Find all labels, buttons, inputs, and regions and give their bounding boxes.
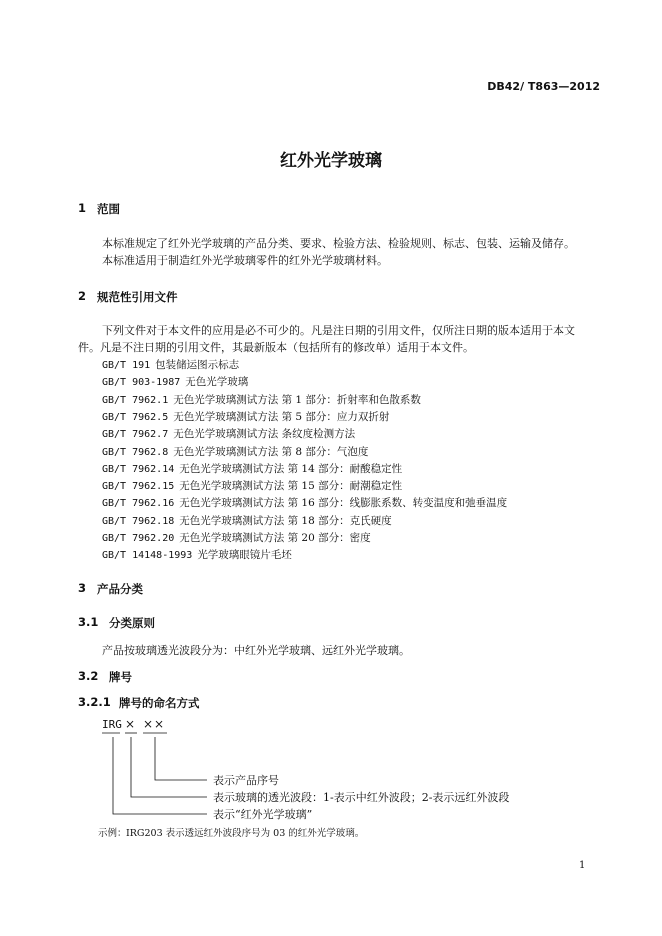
subsection-3-2-1-heading: 牌号的命名方式 bbox=[119, 696, 200, 710]
standard-number: DB42/ T863—2012 bbox=[487, 80, 600, 93]
reference-title: 无色光学玻璃测试方法 第 5 部分：应力双折射 bbox=[173, 410, 390, 423]
reference-title: 无色光学玻璃测试方法 第 14 部分：耐酸稳定性 bbox=[179, 462, 403, 475]
section-1-heading: 范围 bbox=[97, 202, 120, 216]
page-title: 红外光学玻璃 bbox=[280, 151, 382, 171]
reference-code: GB/T 14148-1993 bbox=[102, 550, 193, 562]
reference-title: 无色光学玻璃测试方法 第 16 部分：线膨胀系数、转变温度和弛垂温度 bbox=[179, 497, 508, 510]
reference-title: 无色光学玻璃测试方法 第 15 部分：耐潮稳定性 bbox=[179, 480, 403, 493]
brand-symbol-2: ×× bbox=[143, 717, 166, 731]
reference-code: GB/T 7962.15 bbox=[102, 481, 175, 493]
reference-code: GB/T 7962.7 bbox=[102, 429, 169, 441]
subsection-3-2-1-number: 3.2.1 bbox=[78, 695, 111, 709]
reference-code: GB/T 7962.20 bbox=[102, 533, 175, 544]
section-3-heading: 产品分类 bbox=[97, 582, 143, 596]
reference-title: 包装储运图示标志 bbox=[155, 359, 240, 371]
subsection-3-2-number: 3.2 bbox=[78, 669, 99, 683]
leader-glass bbox=[113, 737, 207, 814]
reference-code: GB/T 903-1987 bbox=[102, 377, 181, 389]
reference-title: 无色光学玻璃测试方法 第 1 部分：折射率和色散系数 bbox=[173, 393, 421, 406]
reference-code: GB/T 7962.1 bbox=[102, 394, 169, 406]
label-glass: 表示“红外光学玻璃” bbox=[213, 808, 313, 821]
subsection-3-1-number: 3.1 bbox=[78, 615, 99, 629]
section-2-para-line-1: 下列文件对于本文件的应用是必不可少的。凡是注日期的引用文件，仅所注日期的版本适用于本文 bbox=[102, 324, 575, 337]
brand-symbol-1: × bbox=[125, 717, 136, 731]
leader-band bbox=[131, 737, 207, 797]
subsection-3-2-heading: 牌号 bbox=[109, 670, 132, 684]
reference-code: GB/T 7962.18 bbox=[102, 515, 175, 527]
section-3-number: 3 bbox=[78, 581, 87, 595]
reference-code: GB/T 191 bbox=[102, 360, 151, 371]
reference-code: GB/T 7962.5 bbox=[102, 411, 169, 423]
example-text: IRG203 表示透远红外波段序号为 03 的红外光学玻璃。 bbox=[126, 828, 365, 839]
subsection-3-1-para: 产品按玻璃透光波段分为：中红外光学玻璃、远红外光学玻璃。 bbox=[102, 644, 410, 657]
example-label: 示例： bbox=[98, 828, 127, 839]
section-1-para-2: 本标准适用于制造红外光学玻璃零件的红外光学玻璃材料。 bbox=[102, 254, 388, 267]
reference-code: GB/T 7962.8 bbox=[102, 446, 169, 458]
brand-prefix: IRG bbox=[102, 718, 122, 731]
reference-title: 无色光学玻璃测试方法 第 20 部分：密度 bbox=[179, 532, 371, 544]
label-product-seq: 表示产品序号 bbox=[213, 774, 279, 787]
section-1-para-1: 本标准规定了红外光学玻璃的产品分类、要求、检验方法、检验规则、标志、包装、运输及储存。 bbox=[102, 237, 575, 250]
reference-title: 无色光学玻璃测试方法 第 18 部分：克氏硬度 bbox=[179, 514, 392, 527]
reference-title: 无色光学玻璃测试方法 第 8 部分：气泡度 bbox=[173, 445, 369, 458]
page-number: 1 bbox=[579, 860, 586, 871]
section-2-para-line-2: 件。凡是不注日期的引用文件，其最新版本（包括所有的修改单）适用于本文件。 bbox=[78, 341, 474, 354]
reference-title: 无色光学玻璃测试方法 条纹度检测方法 bbox=[173, 428, 356, 441]
section-1-number: 1 bbox=[78, 201, 87, 215]
reference-code: GB/T 7962.14 bbox=[102, 463, 175, 475]
reference-code: GB/T 7962.16 bbox=[102, 498, 175, 510]
subsection-3-1-heading: 分类原则 bbox=[109, 616, 155, 630]
reference-title: 光学玻璃眼镜片毛坯 bbox=[197, 549, 292, 562]
reference-title: 无色光学玻璃 bbox=[185, 376, 249, 389]
label-band: 表示玻璃的透光波段：1-表示中红外波段；2-表示远红外波段 bbox=[213, 791, 510, 804]
leader-product-seq bbox=[155, 737, 207, 780]
section-2-number: 2 bbox=[78, 289, 87, 303]
section-2-heading: 规范性引用文件 bbox=[97, 290, 178, 304]
